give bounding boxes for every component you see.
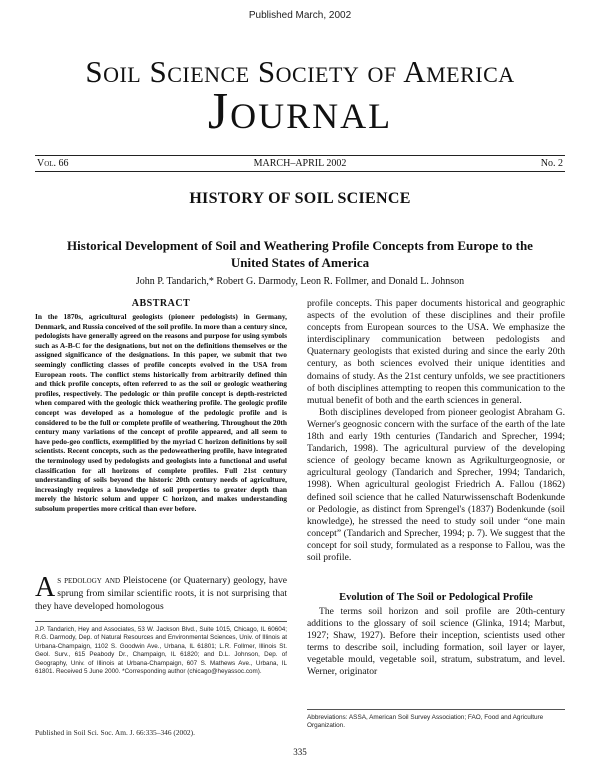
intro-text: Pleistocene (or Quaternary) geology, have sprung from similar scientific roots, it is not surprising that they have developed homologous xyxy=(35,575,288,612)
right-column xyxy=(307,298,565,564)
body-paragraph: profile concepts. This paper documents historical and geographic aspects of the evolution of these disciplines and their profile concepts from European sources to the USA. We emphasize the interdisciplinary communication between pedologists and Quaternary geologists that existed during and since the early 20th century, as both sciences evolved their unique identities and domains of study. As the 21st century unfolds, we see practitioners of both disciplines attempting to reopen this communication to the mutual benefit of both and the earth sciences in general. xyxy=(307,298,565,406)
volume-label: Vol. 66 xyxy=(37,158,69,169)
page-number: 335 xyxy=(293,747,307,757)
abstract-text: In the 1870s, agricultural geologists (pioneer pedologists) in Germany, Denmark, and Russia conceived of the soil profile. In more than a century since, pedologists have generally agreed on the reasons and purpose for using symbols such as A-B-C for the designations, but not on the definitions themselves or the assigned significance of the designations. In this paper, we submit that two seemingly conflicting classes of profile concepts evolved in the USA from European roots. The conflict stems historically from arbitrarily defined thin and thick profile concepts, often referred to as the soil or geologic weathering profiles, respectively. The pedologic or thin profile concept is depth-restricted when compared with the geologic thick weathering profile. The geologic profile concept was developed as a homologue of the pedologic profile and is considered to be the full or complete profile of weathering. Throughout the 20th century many variations of the concept of profile appeared, and all seem to have pedo-geo conflicts, exemplified by the myriad C horizon definitions by soil scientists. Recent concepts, such as the pedoweathering profile, have integrated the terminology used by pedologists and geologists into a functional and useful classification for all horizons of complete profiles. Full 21st century understanding of soils beyond the historic 20th century needs of agriculture, increasingly requires a knowledge of soil properties to greater depth than merely the historic solum and upper C horizon, and makes understanding subsolum properties more critical than ever before. xyxy=(35,312,287,513)
drop-cap: A xyxy=(35,572,56,603)
published-date: Published March, 2002 xyxy=(248,10,352,21)
journal-word: Journal xyxy=(207,83,393,140)
abbreviations-note: Abbreviations: ASSA, American Soil Survey Association; FAO, Food and Agriculture Organization. xyxy=(307,714,544,730)
subsection-heading: Evolution of The Soil or Pedological Profile xyxy=(339,592,533,603)
header-rule-bottom xyxy=(35,171,565,172)
journal-name: Soil Science Society of America xyxy=(85,54,515,89)
issue-date: MARCH–APRIL 2002 xyxy=(253,158,347,169)
article-authors: John P. Tandarich,* Robert G. Darmody, Leon R. Follmer, and Donald L. Johnson xyxy=(135,276,465,287)
issue-row xyxy=(35,156,565,171)
abbreviations-rule xyxy=(307,709,565,710)
section-heading: HISTORY OF SOIL SCIENCE xyxy=(189,190,411,207)
intro-smallcaps: s pedology and xyxy=(57,575,121,586)
published-in: Published in Soil Sci. Soc. Am. J. 66:335–346 (2002). xyxy=(35,728,195,737)
author-affiliations: J.P. Tandarich, Hey and Associates, 53 W. Jackson Blvd., Suite 1015, Chicago, IL 60604; R.G. Darmody, Dep. of Natural Resources and Environmental Sciences, Univ. of Illinois at Urbana-Champaign, 1102 S. Goodwin Ave., Urbana, IL 61801; L.R. Follmer, Illinois St. Geol. Surv., 615 Peabody Dr., Champaign, IL 61820; and D.L. Johnson, Dep. of Geography, Univ. of Illinois at Urbana-Champaign, 607 S. Mathews Ave., Urbana, IL 61801. Received 5 June 2000. *Corresponding author (chicago@heyassoc.com). xyxy=(35,626,287,676)
article-title: Historical Development of Soil and Weathering Profile Concepts from Europe to the United States of America xyxy=(67,238,533,270)
body-paragraph: Both disciplines developed from pioneer geologist Abraham G. Werner's geognosic concern with the surface of the earth of the late 18th and early 19th centuries (Tandarich and Sprecher, 1994; Tandarich, 1998). The agricultural purview of the developing science of geology became known as Agrikulturgeognosie, or agricultural geology (Tandarich and Sprecher, 1994; Tandarich, 1998). When agricultural geologist Friedrich A. Fallou (1862) defined soil science that he called Naturwissenschaft Bodenkunde or Pedologie, as distinct from Sprengel's (1837) Bodenkunde (soil knowledge), he stressed the need to study soil under “one main concept” (Tandarich and Sprecher, 1994; p. 7). We suggest that the concept for soil study, formulated as a response to Fallou, was the soil profile. xyxy=(307,406,566,563)
body-paragraph: The terms soil horizon and soil profile are 20th-century additions to the glossary of soil science (Glinka, 1914; Marbut, 1927; Shaw, 1927). Before their inception, scientists used other terms to describe soil, including formation, soil layer or layer, vegetable mould, vegetable soil, stratum, substratum, and level. Werner, originator xyxy=(307,606,565,678)
abstract-heading: ABSTRACT xyxy=(131,298,191,309)
footnote-rule xyxy=(35,621,287,622)
intro-paragraph xyxy=(35,572,288,613)
issue-number: No. 2 xyxy=(540,158,563,169)
